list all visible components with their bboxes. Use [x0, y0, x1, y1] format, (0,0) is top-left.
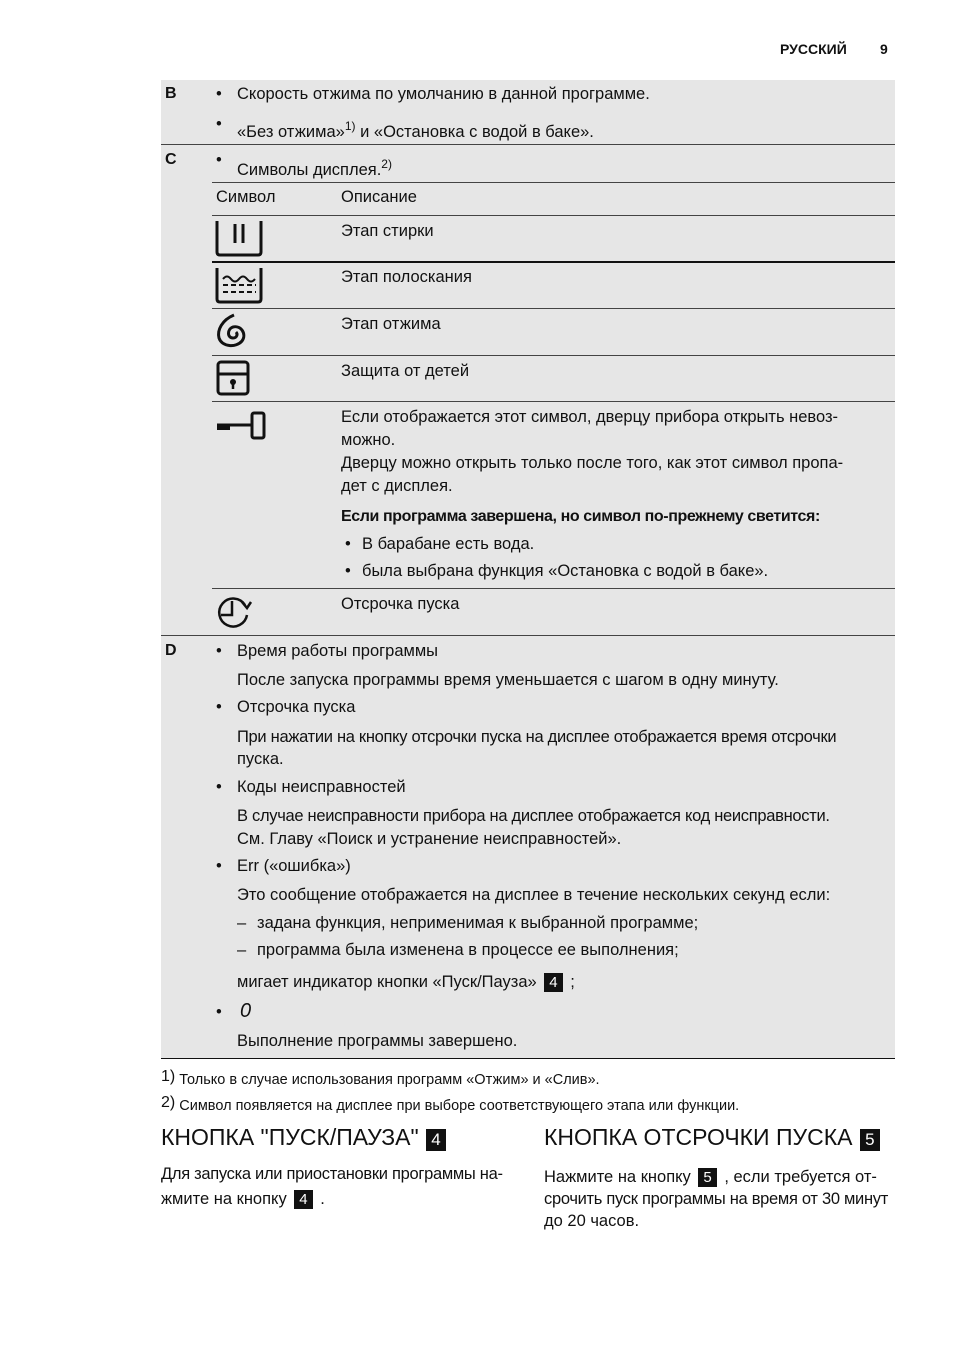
divider [161, 144, 895, 145]
bullet: • [216, 642, 222, 660]
spin-stage-icon [214, 312, 252, 350]
heading: КНОПКА ОТСРОЧКИ ПУСКА [544, 1124, 853, 1150]
list-item: Время работы программы [237, 642, 439, 660]
bullet: • [216, 85, 222, 103]
paragraph [161, 1188, 325, 1210]
text: мигает индикатор кнопки «Пуск/Пауза» [237, 973, 537, 991]
warning-heading: Если программа завершена, но символ по-прежнему светится: [341, 508, 820, 525]
footnote-mark: 2) [161, 1094, 176, 1111]
header-language: РУССКИЙ [780, 41, 847, 57]
paragraph [544, 1166, 877, 1188]
heading: КНОПКА "ПУСК/ПАУЗА" [161, 1124, 419, 1150]
footnote-2 [161, 1092, 739, 1117]
list-item: Err («ошибка») [237, 857, 351, 875]
symbol-description: Дверцу можно открыть только после того, как этот символ пропа- [341, 454, 844, 472]
delay-start-icon [214, 593, 254, 631]
symbol-description: Отсрочка пуска [341, 595, 460, 613]
bullet: • [216, 857, 222, 875]
item-description: Это сообщение отображается на дисплее в течение нескольких секунд если: [237, 886, 831, 904]
button-number-badge: 5 [698, 1168, 716, 1187]
button-number-badge: 4 [426, 1129, 445, 1151]
page-number: 9 [880, 41, 888, 57]
col-header-description: Описание [341, 188, 417, 206]
dash: – [237, 941, 247, 959]
item-description [237, 971, 575, 993]
footnote-mark: 1) [161, 1068, 176, 1085]
dash: – [237, 914, 247, 932]
divider [212, 308, 895, 309]
bullet: • [216, 1003, 222, 1021]
footnote-text: Символ появляется на дисплее при выборе соответствующего этапа или функции. [179, 1098, 740, 1114]
footnote-ref: 1) [344, 119, 356, 133]
list-item: Коды неисправностей [237, 778, 406, 796]
bullet: • [216, 778, 222, 796]
section-title-delay-start [544, 1122, 883, 1155]
paragraph: до 20 часов. [544, 1212, 640, 1230]
footnote-text: Только в случае использования программ «Отжим» и «Слив». [179, 1072, 600, 1088]
item-description: Выполнение программы завершено. [237, 1032, 518, 1050]
text: «Без отжима» [237, 123, 345, 141]
text: жмите на кнопку [161, 1190, 287, 1208]
divider [212, 355, 895, 356]
display-digit: 0 [240, 1000, 252, 1022]
button-number-badge: 5 [860, 1129, 879, 1151]
bullet: • [216, 151, 222, 169]
bullet: • [345, 562, 351, 580]
item-description: В случае неисправности прибора на дисплее отображается код неисправности. [237, 807, 830, 825]
paragraph: срочить пуск программы на время от 30 минут [544, 1190, 888, 1208]
item-description: пуска. [237, 750, 284, 768]
text: Символы дисплея. [237, 161, 382, 179]
item-description: См. Главу «Поиск и устранение неисправностей». [237, 830, 622, 848]
text: . [320, 1190, 325, 1208]
divider [212, 182, 895, 183]
divider [161, 635, 895, 636]
paragraph: Для запуска или приостановки программы на- [161, 1165, 503, 1183]
wash-stage-icon [214, 219, 264, 257]
bullet: • [345, 535, 351, 553]
symbol-description: Этап стирки [341, 222, 434, 240]
list-item: В барабане есть вода. [362, 535, 535, 553]
bullet: • [216, 115, 222, 133]
row-b-item: Скорость отжима по умолчанию в данной программе. [237, 85, 650, 103]
symbol-description: Если отображается этот символ, дверцу прибора открыть невоз- [341, 408, 839, 426]
list-item: программа была изменена в процессе ее выполнения; [257, 941, 679, 959]
divider [212, 588, 895, 589]
symbol-description: Этап полоскания [341, 268, 472, 286]
text: ; [570, 973, 575, 991]
list-item: Отсрочка пуска [237, 698, 356, 716]
button-number-badge: 4 [294, 1190, 312, 1209]
row-b-item [237, 115, 594, 143]
divider [212, 261, 895, 263]
text: , если требуется от- [724, 1168, 877, 1186]
list-item: была выбрана функция «Остановка с водой в баке». [362, 562, 769, 580]
row-label-b: B [165, 85, 177, 102]
text: и «Остановка с водой в баке». [355, 123, 594, 141]
door-lock-icon [214, 410, 268, 442]
symbol-description: Этап отжима [341, 315, 441, 333]
text: Нажмите на кнопку [544, 1168, 691, 1186]
row-c-item [237, 153, 392, 181]
section-title-start-pause [161, 1122, 449, 1155]
footnote-ref: 2) [381, 157, 392, 171]
symbol-description: можно. [341, 431, 396, 449]
row-label-d: D [165, 642, 177, 659]
symbol-description: дет с дисплея. [341, 477, 453, 495]
divider [212, 401, 895, 402]
bullet: • [216, 698, 222, 716]
item-description: После запуска программы время уменьшается с шагом в одну минуту. [237, 671, 779, 689]
child-lock-icon [214, 359, 252, 397]
col-header-symbol: Символ [216, 188, 276, 206]
list-item: задана функция, неприменимая к выбранной программе; [257, 914, 699, 932]
divider [212, 215, 895, 216]
rinse-stage-icon [214, 266, 264, 304]
item-description: При нажатии на кнопку отсрочки пуска на дисплее отображается время отсрочки [237, 728, 837, 746]
symbol-description: Защита от детей [341, 362, 470, 380]
row-label-c: C [165, 151, 177, 168]
button-number-badge: 4 [544, 973, 562, 992]
footnote-1 [161, 1066, 600, 1091]
